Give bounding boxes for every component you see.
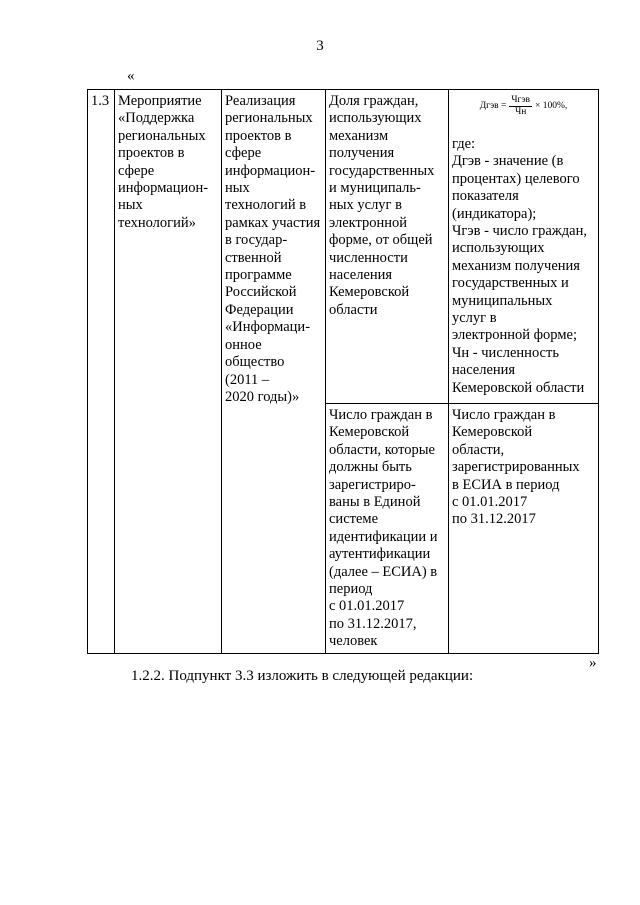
text-line: идентификации и [329,528,438,545]
text-line: региональных [225,110,313,127]
text-line: информацион- [118,180,209,197]
text-line: Доля граждан, [329,93,419,109]
text-line: Кемеровской области [452,379,585,396]
text-line: Мероприятие [118,93,202,109]
text-line: Кемеровской [329,284,410,301]
text-line: аутентификации [329,546,431,563]
indicator-text [329,93,445,319]
text-line: (далее – ЕСИА) в [329,563,438,580]
text-line: использующих [452,240,545,257]
implementation-text [225,93,322,406]
text-line: с 01.01.2017 [329,598,405,615]
text-line: механизм получения [452,257,580,274]
closing-quote: » [589,655,597,671]
indicator-cell [326,90,449,404]
formula-denominator: Чн [515,107,527,117]
formula-numerator: Чгэв [511,95,531,105]
text-line: технологий в [225,197,307,214]
text-line: численности [329,249,408,266]
text-line: государственных и [452,275,569,292]
text-line: проектов в [118,145,185,162]
program-table [87,89,599,654]
text-line: сфере [225,145,262,162]
table-row [88,90,599,404]
text-line: в ЕСИА в период [452,476,560,493]
text-line: Кемеровской [329,424,410,441]
text-line: (индикатора); [452,205,537,222]
text-line: населения [329,267,393,284]
method-cell [449,404,599,654]
opening-quote: « [127,68,135,84]
formula-fraction [509,95,532,118]
text-line: Чгэв - число граждан, [452,223,587,240]
text-line: Число граждан в [452,407,556,423]
text-line: с 01.01.2017 [452,494,528,511]
text-line: «Поддержка [118,110,195,127]
text-line: электронной форме; [452,327,577,344]
text-line: области, которые [329,441,435,458]
text-line: и муниципаль- [329,180,421,197]
text-line: проектов в [225,127,292,144]
formula-lhs: Дгэв = [479,100,507,111]
text-line: использующих [329,110,422,127]
text-line: где: [452,136,476,152]
event-cell [115,90,222,654]
text-line: региональных [118,127,206,144]
indicator-cell [326,404,449,654]
text-line: рамках участия [225,214,321,231]
text-line: ных [225,180,250,197]
text-line: по 31.12.2017, [329,615,417,632]
text-line: Реализация [225,93,296,109]
implementation-cell [222,90,326,654]
text-line: ных услуг в [329,197,402,214]
row-number-cell [88,90,115,654]
text-line: зарегистрированных [452,459,580,476]
text-line: населения [452,362,516,379]
method-cell [449,90,599,404]
text-line: ваны в Единой [329,494,421,511]
text-line: получения [329,145,395,162]
text-line: Дгэв - значение (в [452,153,564,170]
text-line: Кемеровской [452,424,533,441]
text-line: процентах) целевого [452,170,580,187]
paragraph-text: 1.2.2. Подпункт 3.3 изложить в следующей редакции: [131,668,474,684]
text-line: Российской [225,284,297,301]
text-line: в государ- [225,232,288,249]
text-line: зарегистриро- [329,476,416,493]
text-line: сфере [118,162,155,179]
event-text [118,93,218,232]
text-line: технологий» [118,214,196,231]
text-line: Чн - численность [452,344,559,361]
text-line: Федерации [225,301,294,318]
page-number: 3 [316,38,324,54]
text-line: области [329,301,378,318]
text-line: программе [225,267,292,284]
text-line: государственных [329,162,435,179]
text-line: онное [225,336,262,353]
text-line: муниципальных [452,292,553,309]
text-line: информацион- [225,162,316,179]
text-line: ных [118,197,143,214]
row-number: 1.3 [91,93,110,109]
text-line: период [329,581,373,598]
text-line: системе [329,511,379,528]
formula-rhs: × 100%, [535,100,568,111]
text-line: форме, от общей [329,232,433,249]
text-line: электронной [329,214,408,231]
text-line: ственной [225,249,282,266]
text-line: услуг в [452,310,497,327]
text-line: по 31.12.2017 [452,511,536,528]
text-line: 2020 годы)» [225,388,300,405]
indicator-text [329,407,445,651]
text-line: «Информаци- [225,319,311,336]
text-line: Число граждан в [329,407,433,423]
method-text [452,136,595,397]
method-text [452,407,595,529]
text-line: (2011 – [225,371,270,388]
text-line: области, [452,441,505,458]
text-line: человек [329,633,378,650]
formula [452,95,595,118]
text-line: механизм [329,127,389,144]
text-line: общество [225,354,285,371]
text-line: должны быть [329,459,412,476]
text-line: показателя [452,188,519,205]
